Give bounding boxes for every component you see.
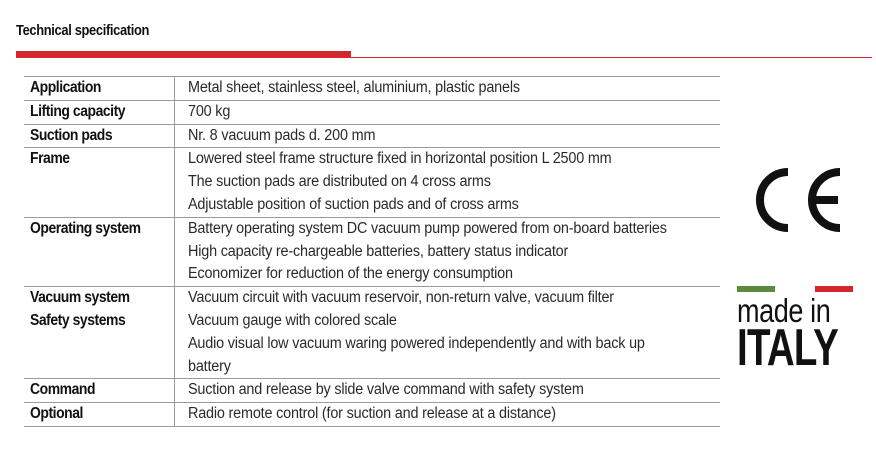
spec-value-line: Vacuum circuit with vacuum reservoir, non-return valve, vacuum filter [188, 289, 614, 307]
spec-row [24, 379, 720, 403]
spec-label-text: Suction pads [30, 126, 113, 144]
ce-mark-icon [748, 160, 848, 240]
spec-row-label [24, 100, 175, 124]
spec-table-body [24, 77, 720, 427]
spec-row [24, 217, 720, 286]
spec-value-line: Battery operating system DC vacuum pump powered from on-board batteries [188, 219, 667, 237]
spec-row [24, 100, 720, 124]
spec-value-line: Adjustable position of suction pads and of cross arms [188, 195, 519, 213]
spec-value-line: High capacity re-chargeable batteries, battery status indicator [188, 242, 569, 260]
spec-row [24, 124, 720, 148]
spec-value-line: Vacuum gauge with colored scale [188, 311, 397, 329]
spec-value-line: battery [188, 357, 231, 375]
spec-row-label [24, 124, 175, 148]
spec-label-text: Application [30, 79, 102, 96]
spec-label-text: Frame [30, 150, 70, 168]
spec-label-text: Vacuum system [30, 289, 130, 307]
spec-row-label [24, 403, 175, 427]
spec-value-line: Lowered steel frame structure fixed in horizontal position L 2500 mm [188, 150, 612, 168]
spec-row-label [24, 77, 175, 101]
spec-row-value [175, 403, 721, 427]
spec-value-line: Nr. 8 vacuum pads d. 200 mm [188, 126, 376, 144]
italy-label: ITALY [737, 319, 839, 377]
spec-row [24, 403, 720, 427]
spec-row-value [175, 124, 721, 148]
spec-label-text: Safety systems [30, 311, 126, 329]
spec-value-line: Metal sheet, stainless steel, aluminium, plastic panels [188, 79, 520, 96]
ce-mark-e-glyph [812, 172, 840, 228]
spec-label-text: Optional [30, 405, 83, 423]
spec-row-value [175, 77, 721, 101]
made-in-label: made in [737, 292, 831, 329]
spec-row-value [175, 379, 721, 403]
spec-row-value [175, 148, 721, 217]
spec-value-line: The suction pads are distributed on 4 cross arms [188, 173, 491, 191]
spec-row-label [24, 148, 175, 217]
ce-mark-c-glyph [760, 172, 788, 228]
section-title: Technical specification [16, 22, 150, 39]
spec-row-value [175, 217, 721, 286]
spec-value-line: Radio remote control (for suction and release at a distance) [188, 405, 556, 423]
title-underline-thin [16, 57, 872, 58]
spec-row [24, 77, 720, 101]
spec-row-value [175, 287, 721, 379]
spec-row-value [175, 100, 721, 124]
spec-label-text: Command [30, 381, 96, 399]
spec-row-label [24, 217, 175, 286]
spec-row [24, 287, 720, 379]
spec-row-label [24, 379, 175, 403]
spec-value-line: Audio visual low vacuum waring powered independently and with back up [188, 334, 645, 352]
spec-row-label [24, 287, 175, 379]
spec-label-text: Operating system [30, 219, 141, 237]
spec-label-text: Lifting capacity [30, 102, 126, 120]
spec-table [24, 76, 720, 427]
spec-row [24, 148, 720, 217]
spec-value-line: Economizer for reduction of the energy consumption [188, 265, 513, 283]
spec-value-line: 700 kg [188, 102, 231, 120]
spec-value-line: Suction and release by slide valve command with safety system [188, 381, 584, 399]
